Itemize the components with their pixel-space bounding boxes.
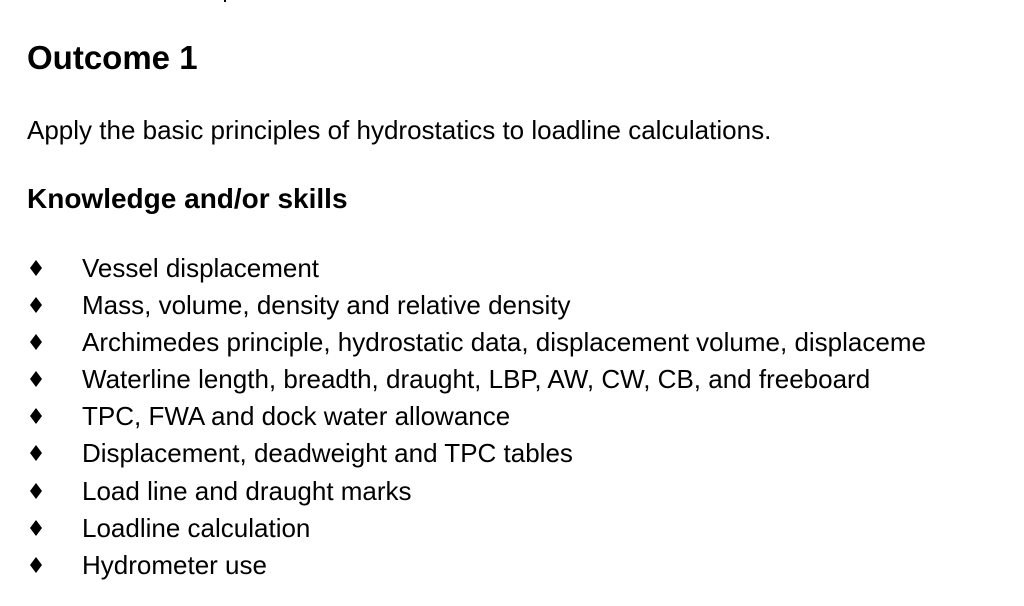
list-item (0, 363, 1024, 400)
list-item (0, 549, 1024, 586)
list-item-text: Archimedes principle, hydrostatic data, displacement volume, displaceme (82, 327, 926, 358)
list-item-text: Load line and draught marks (82, 475, 412, 506)
list-item-text: Mass, volume, density and relative density (82, 290, 571, 321)
diamond-bullet-icon (28, 483, 44, 499)
list-item-text: Hydrometer use (82, 549, 267, 580)
knowledge-skills-list (0, 252, 1024, 586)
list-item (0, 437, 1024, 474)
list-item-text: Waterline length, breadth, draught, LBP, AW, CW, CB, and freeboard (82, 364, 871, 395)
list-item (0, 400, 1024, 437)
diamond-bullet-icon (28, 520, 44, 536)
list-item (0, 326, 1024, 363)
list-item (0, 512, 1024, 549)
diamond-bullet-icon (28, 445, 44, 461)
list-item-text: TPC, FWA and dock water allowance (82, 401, 511, 432)
diamond-bullet-icon (28, 408, 44, 424)
list-item-text: Loadline calculation (82, 512, 311, 543)
list-item-text: Vessel displacement (82, 253, 320, 283)
list-item (0, 475, 1024, 512)
list-item (0, 252, 1024, 289)
diamond-bullet-icon (28, 334, 44, 350)
diamond-bullet-icon (28, 260, 44, 276)
knowledge-skills-heading: Knowledge and/or skills (27, 183, 348, 214)
outcome-heading: Outcome 1 (27, 39, 198, 76)
outcome-description: Apply the basic principles of hydrostatics to loadline calculations. (27, 115, 772, 145)
clipped-text-fragment (224, 0, 226, 2)
diamond-bullet-icon (28, 371, 44, 387)
diamond-bullet-icon (28, 557, 44, 573)
diamond-bullet-icon (28, 297, 44, 313)
list-item-text: Displacement, deadweight and TPC tables (82, 438, 573, 469)
list-item (0, 289, 1024, 326)
